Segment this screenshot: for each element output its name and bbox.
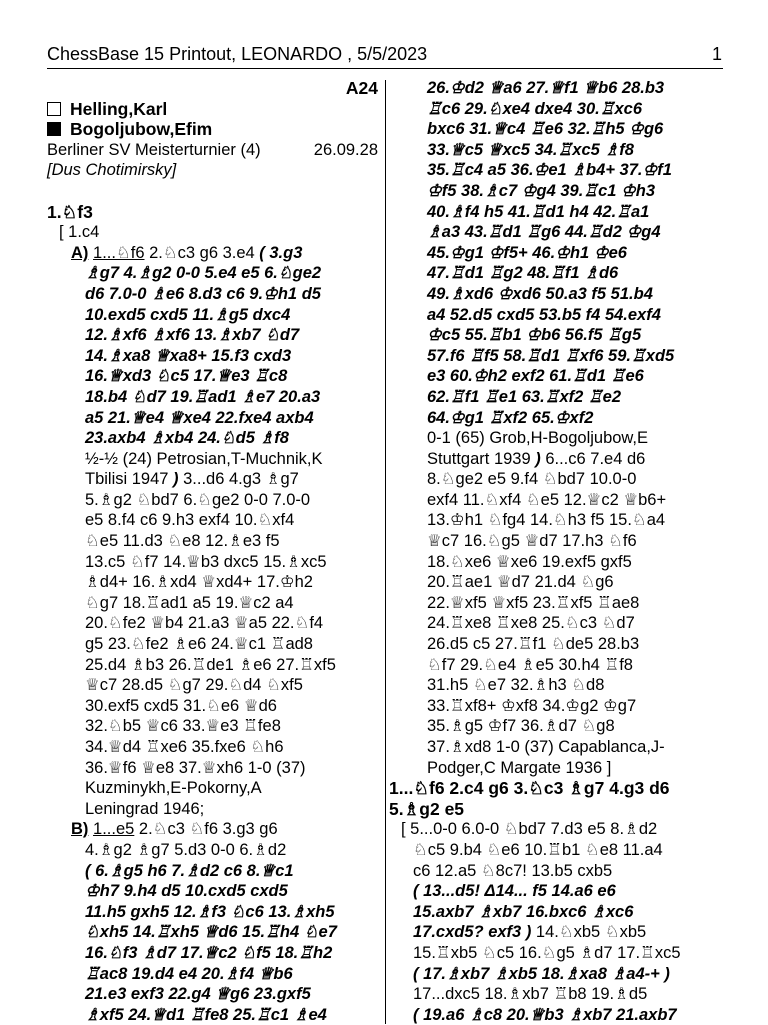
move-line: ♖ac8 19.d4 e4 20.♗f4 ♕b6 [85,964,293,983]
move-line: ½-½ (24) Petrosian,T-Muchnik,K [85,449,323,468]
page-header [47,44,722,68]
move-line: [ 5...0-0 6.0-0 ♘bd7 7.d3 e5 8.♗d2 [401,820,658,839]
spacer [47,181,378,202]
printout-title: ChessBase 15 Printout, LEONARDO , 5/5/2023 [47,44,428,64]
move-line: 40.♗f4 h5 41.♖d1 h4 42.♖a1 [427,202,650,221]
event-row [47,140,378,161]
move-line: g5 23.♘fe2 ♗e6 24.♕c1 ♖ad8 [85,635,313,654]
move-line: 20.♘fe2 ♕b4 21.a3 ♕a5 22.♘f4 [85,614,324,633]
right-column [389,78,724,1025]
move-text: ) [535,449,541,468]
column-divider [385,80,386,1024]
move-line: ♘g7 18.♖ad1 a5 19.♕c2 a4 [85,593,294,612]
left-column [47,78,378,1025]
move-line [47,819,378,840]
move-line: Kuzminykh,E-Pokorny,A [85,779,262,798]
move-line: bxc6 31.♕c4 ♖e6 32.♖h5 ♔g6 [427,120,664,139]
move-line: 37.♗xd8 1-0 (37) Capablanca,J- [427,738,665,756]
move-text: 1...♘f6 [93,243,145,262]
move-line: 33.♖xf8+ ♔xf8 34.♔g2 ♔g7 [427,696,637,715]
move-line: 25.d4 ♗b3 26.♖de1 ♗e6 27.♖xf5 [85,655,336,674]
move-text: 3...d6 4.g3 ♗g7 [178,470,299,489]
move-line: e5 8.f4 c6 9.h3 exf4 10.♘xf4 [85,511,295,530]
move-text: 14.♘xb5 ♘xb5 [531,923,647,942]
move-line: 8.♘ge2 e5 9.f4 ♘bd7 10.0-0 [427,470,637,489]
move-line: 26.♔d2 ♕a6 27.♕f1 ♕b6 28.b3 [427,79,665,97]
header-divider [47,68,723,69]
move-line: 35.♗g5 ♔f7 36.♗d7 ♘g8 [427,717,615,736]
move-text: 2.♘c3 ♘f6 3.g3 g6 [134,820,278,839]
move-line: 14.♗xa8 ♕xa8+ 15.f3 cxd3 [85,346,292,365]
move-line: e3 60.♔h2 exf2 61.♖d1 ♖e6 [427,367,644,386]
move-line: 35.♖c4 a5 36.♔e1 ♗b4+ 37.♔f1 [427,161,672,180]
move-line: 16.♘f3 ♗d7 17.♕c2 ♘f5 18.♖h2 [85,943,333,962]
move-line: 33.♕c5 ♕xc5 34.♖xc5 ♗f8 [427,140,634,159]
move-line: 30.exf5 cxd5 31.♘e6 ♕d6 [85,696,277,715]
move-line: 15.♖xb5 ♘c5 16.♘g5 ♗d7 17.♖xc5 [413,943,681,962]
move-text: A) [71,243,89,262]
move-line: 5.♗g2 e5 [389,798,465,819]
move-line: 10.exd5 cxd5 11.♗g5 dxc4 [85,305,291,324]
move-line: 62.♖f1 ♖e1 63.♖xf2 ♖e2 [427,387,622,406]
move-line [389,449,724,470]
move-line: 24.♖xe8 ♖xe8 25.♘c3 ♘d7 [427,614,635,633]
move-line: Podger,C Margate 1936 ] [427,758,612,777]
eco-code: A24 [345,78,378,98]
move-line: 57.f6 ♖f5 58.♖d1 ♖xf6 59.♖xd5 [427,346,675,365]
move-line: ♘f7 29.♘e4 ♗e5 30.h4 ♖f8 [427,655,633,674]
move-line: 34.♕d4 ♖xe6 35.fxe6 ♘h6 [85,738,284,756]
move-line: 16.♕xd3 ♘c5 17.♕e3 ♖c8 [85,367,288,386]
move-line: 17...dxc5 18.♗xb7 ♖b8 19.♗d5 [413,985,648,1004]
move-line: 0-1 (65) Grob,H-Bogoljubow,E [427,429,649,448]
black-player: Bogoljubow,Efim [70,119,213,140]
white-player: Helling,Karl [70,98,168,119]
move-line: Leningrad 1946; [85,799,205,818]
move-line: exf4 11.♘xf4 ♘e5 12.♕c2 ♕b6+ [427,490,667,509]
move-line: ♔h7 9.h4 d5 10.cxd5 cxd5 [85,882,288,901]
move-line: ♔c5 55.♖b1 ♔b6 56.f5 ♖g5 [427,326,642,345]
move-line: 22.♕xf5 ♕xf5 23.♖xf5 ♖ae8 [427,593,640,612]
move-line: ( 17.♗xb7 ♗xb5 18.♗xa8 ♗a4-+ ) [413,964,670,983]
move-text: 17.cxd5? exf3 ) [413,923,532,942]
move-line: 36.♕f6 ♕e8 37.♕xh6 1-0 (37) [85,758,306,777]
move-line: 18.b4 ♘d7 19.♖ad1 ♗e7 20.a3 [85,387,321,406]
move-line: ♘c5 9.b4 ♘e6 10.♖b1 ♘e8 11.a4 [413,840,663,859]
left-moves [47,202,378,1025]
move-text: ( 3.g3 [259,243,303,262]
move-line: c6 12.a5 ♘8c7! 13.b5 cxb5 [413,861,613,880]
move-line: ♗d4+ 16.♗xd4 ♕xd4+ 17.♔h2 [85,573,313,592]
move-line: ♕c7 16.♘g5 ♕d7 17.h3 ♘f6 [427,532,637,551]
move-line: [ 1.c4 [59,223,100,242]
move-text: Tbilisi 1947 [85,470,174,489]
right-moves [389,78,724,1025]
move-line: 45.♔g1 ♔f5+ 46.♔h1 ♔e6 [427,243,627,262]
move-text: ) [173,470,179,489]
white-square-icon [47,102,61,116]
move-line: 13.c5 ♘f7 14.♕b3 dxc5 15.♗xc5 [85,552,327,571]
black-square-icon [47,122,61,136]
move-text: 2.♘c3 g6 3.e4 [144,243,260,262]
move-line: 18.♘xe6 ♕xe6 19.exf5 gxf5 [427,552,632,571]
move-line: ♘e5 11.d3 ♘e8 12.♗e3 f5 [85,532,280,551]
move-line: 31.h5 ♘e7 32.♗h3 ♘d8 [427,676,605,695]
move-line: 5.♗g2 ♘bd7 6.♘ge2 0-0 7.0-0 [85,490,311,509]
move-text: B) [71,820,89,839]
game-date: 26.09.28 [313,140,378,159]
page-number: 1 [711,44,722,64]
move-line: 4.♗g2 ♗g7 5.d3 0-0 6.♗d2 [85,840,287,859]
move-line: 20.♖ae1 ♕d7 21.d4 ♘g6 [427,573,614,592]
move-line [47,243,378,264]
move-line: 1...♘f6 2.c4 g6 3.♘c3 ♗g7 4.g3 d6 [389,778,670,799]
move-line: a5 21.♕e4 ♕xe4 22.fxe4 axb4 [85,408,314,427]
move-line: ( 6.♗g5 h6 7.♗d2 c6 8.♕c1 [85,861,294,880]
move-line: 47.♖d1 ♖g2 48.♖f1 ♗d6 [427,264,619,283]
move-line: 1.♘f3 [47,201,93,222]
move-line: 64.♔g1 ♖xf2 65.♔xf2 [427,408,594,427]
move-line: ♘xh5 14.♖xh5 ♕d6 15.♖h4 ♘e7 [85,923,337,942]
move-line: 11.h5 gxh5 12.♗f3 ♘c6 13.♗xh5 [85,902,335,921]
move-line: ♗a3 43.♖d1 ♖g6 44.♖d2 ♔g4 [427,223,661,242]
black-player-row [47,119,378,140]
move-line: ♔f5 38.♗c7 ♔g4 39.♖c1 ♔h3 [427,181,656,200]
move-line: 23.axb4 ♗xb4 24.♘d5 ♗f8 [85,429,289,448]
move-text: 6...c6 7.e4 d6 [540,449,646,468]
move-line [47,469,378,490]
move-line: 32.♘b5 ♕c6 33.♕e3 ♖fe8 [85,717,281,736]
move-line: ( 13...d5! Δ14... f5 14.a6 e6 [413,882,616,901]
move-line: 49.♗xd6 ♔xd6 50.a3 f5 51.b4 [427,284,653,303]
move-text: Stuttgart 1939 [427,449,536,468]
move-line: d6 7.0-0 ♗e6 8.d3 c6 9.♔h1 d5 [85,284,321,303]
move-line [389,922,724,943]
move-line: 21.e3 exf3 22.g4 ♕g6 23.gxf5 [85,985,311,1004]
move-line: ♕c7 28.d5 ♘g7 29.♘d4 ♘xf5 [85,676,303,695]
move-line: 26.d5 c5 27.♖f1 ♘de5 28.b3 [427,635,640,654]
move-line: 12.♗xf6 ♗xf6 13.♗xb7 ♘d7 [85,326,300,345]
move-line: 15.axb7 ♗xb7 16.bxc6 ♗xc6 [413,902,634,921]
event-name: Berliner SV Meisterturnier (4) [47,140,261,159]
move-line: 13.♔h1 ♘fg4 14.♘h3 f5 15.♘a4 [427,511,666,530]
move-line: ♗xf5 24.♕d1 ♖fe8 25.♖c1 ♗e4 [85,1005,327,1024]
annotator: [Dus Chotimirsky] [47,161,177,180]
move-line: ♗g7 4.♗g2 0-0 5.e4 e5 6.♘ge2 [85,264,322,283]
move-line: ( 19.a6 ♗c8 20.♕b3 ♗xb7 21.axb7 [413,1005,677,1024]
move-text: 1...e5 [93,820,135,839]
move-line: ♖c6 29.♘xe4 dxe4 30.♖xc6 [427,99,643,118]
white-player-row [47,99,378,120]
move-line: a4 52.d5 cxd5 53.b5 f4 54.exf4 [427,305,661,324]
